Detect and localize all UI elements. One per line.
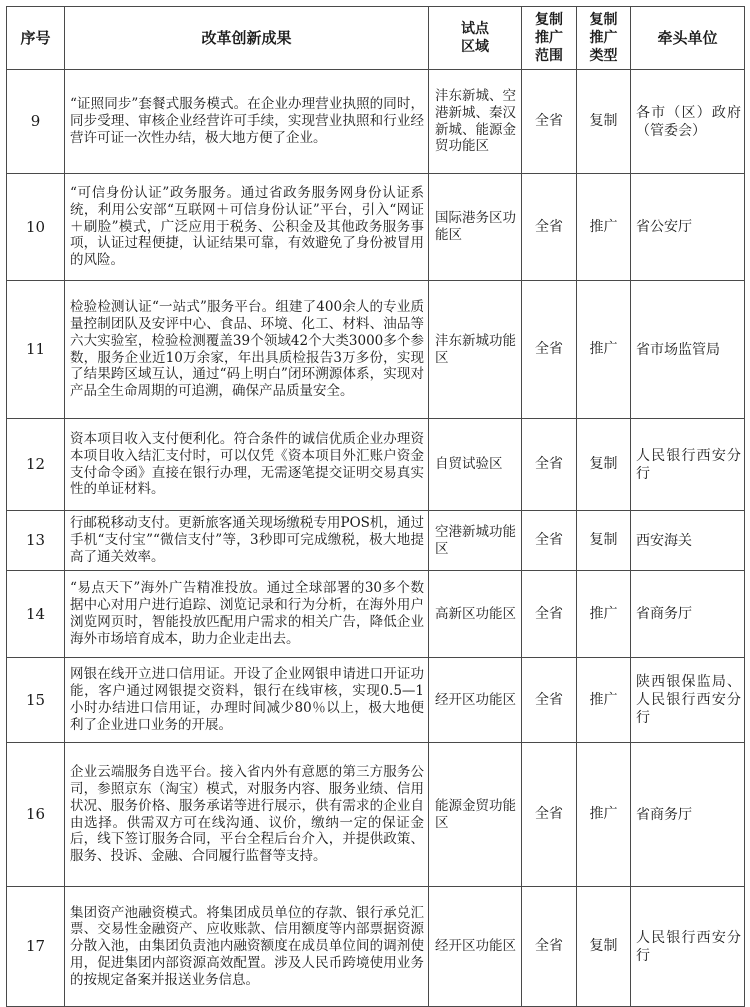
lead-unit-cell: 省商务厅 <box>631 743 745 887</box>
header-type-text: 复制 推广 类型 <box>589 12 618 64</box>
row-number: 11 <box>7 281 65 419</box>
table-row <box>7 281 745 419</box>
promotion-type-cell: 复制 <box>577 887 631 1007</box>
header-area <box>429 7 522 70</box>
promotion-scope-cell: 全省 <box>522 658 577 743</box>
promotion-scope-cell: 全省 <box>522 174 577 281</box>
header-scope <box>522 7 577 70</box>
pilot-area-cell: 空港新城功能区 <box>429 511 522 571</box>
reform-result-cell: 企业云端服务自选平台。接入省内外有意愿的第三方服务公司，参照京东（淘宝）模式，对服务内容、服务业绩、信用状况、服务价格、服务承诺等进行展示，供有需求的企业自由选择。供需双方可在线沟通、议价，缴纳一定的保证金后，线下签订服务合同，平台全程后台介入，并提供政策、服务、投诉、金融、合同履行监督等支持。 <box>65 743 429 887</box>
promotion-type-cell: 推广 <box>577 281 631 419</box>
promotion-scope-cell: 全省 <box>522 281 577 419</box>
promotion-scope-cell: 全省 <box>522 743 577 887</box>
header-result: 改革创新成果 <box>65 7 429 70</box>
reform-result-cell: 资本项目收入支付便利化。符合条件的诚信优质企业办理资本项目收入结汇支付时，可以仅凭《资本项目外汇账户资金支付命令函》直接在银行办理，无需逐笔提交证明交易真实性的单证材料。 <box>65 419 429 511</box>
lead-unit-cell: 人民银行西安分行 <box>631 887 745 1007</box>
lead-unit-cell: 省商务厅 <box>631 571 745 658</box>
lead-unit-cell: 省市场监管局 <box>631 281 745 419</box>
reform-result-cell: “可信身份认证”政务服务。通过省政务服务网身份认证系统，利用公安部“互联网＋可信身份认证”平台，引入“网证＋刷脸”模式，广泛应用于税务、公积金及其他政务服务事项，认证过程便捷，认证结果可靠，有效避免了身份被冒用的风险。 <box>65 174 429 281</box>
row-number: 9 <box>7 70 65 174</box>
promotion-scope-cell: 全省 <box>522 887 577 1007</box>
promotion-type-cell: 复制 <box>577 511 631 571</box>
lead-unit-cell: 省公安厅 <box>631 174 745 281</box>
reform-results-table <box>6 6 745 1007</box>
promotion-type-cell: 复制 <box>577 419 631 511</box>
pilot-area-cell: 沣东新城、空港新城、秦汉新城、能源金贸功能区 <box>429 70 522 174</box>
row-number: 14 <box>7 571 65 658</box>
promotion-type-cell: 推广 <box>577 571 631 658</box>
promotion-type-cell: 推广 <box>577 743 631 887</box>
header-lead: 牵头单位 <box>631 7 745 70</box>
reform-result-cell: 网银在线开立进口信用证。开设了企业网银申请进口开证功能，客户通过网银提交资料，银行在线审核，实现0.5—1小时办结进口信用证，办理时间减少80％以上，极大地便利了企业进口业务的开展。 <box>65 658 429 743</box>
document-page <box>6 6 744 1007</box>
table-row <box>7 571 745 658</box>
pilot-area-cell: 高新区功能区 <box>429 571 522 658</box>
pilot-area-cell: 经开区功能区 <box>429 658 522 743</box>
pilot-area-cell: 能源金贸功能区 <box>429 743 522 887</box>
reform-result-cell: “证照同步”套餐式服务模式。在企业办理营业执照的同时，同步受理、审核企业经营许可手续，实现营业执照和行业经营许可证一次性办结，极大地方便了企业。 <box>65 70 429 174</box>
promotion-type-cell: 推广 <box>577 658 631 743</box>
row-number: 16 <box>7 743 65 887</box>
reform-result-cell: 行邮税移动支付。更新旅客通关现场缴税专用POS机，通过手机“支付宝”“微信支付”等，3秒即可完成缴税，极大地提高了通关效率。 <box>65 511 429 571</box>
pilot-area-cell: 经开区功能区 <box>429 887 522 1007</box>
pilot-area-cell: 自贸试验区 <box>429 419 522 511</box>
table-row <box>7 70 745 174</box>
promotion-type-cell: 推广 <box>577 174 631 281</box>
pilot-area-cell: 沣东新城功能区 <box>429 281 522 419</box>
lead-unit-cell: 陕西银保监局、人民银行西安分行 <box>631 658 745 743</box>
promotion-scope-cell: 全省 <box>522 511 577 571</box>
lead-unit-cell: 西安海关 <box>631 511 745 571</box>
row-number: 17 <box>7 887 65 1007</box>
header-area-text: 试点 区域 <box>461 21 489 55</box>
reform-result-cell: 集团资产池融资模式。将集团成员单位的存款、银行承兑汇票、交易性金融资产、应收账款、信用额度等内部票据资源分散入池，由集团负责池内融资额度在成员单位间的调剂使用，促进集团内部资源高效配置。涉及人民币跨境使用业务的按规定备案并报送业务信息。 <box>65 887 429 1007</box>
header-type <box>577 7 631 70</box>
table-row <box>7 887 745 1007</box>
reform-result-cell: “易点天下”海外广告精准投放。通过全球部署的30多个数据中心对用户进行追踪、浏览记录和行为分析，在海外用户浏览网页时，智能投放匹配用户需求的相关广告，降低企业海外市场培育成本，助力企业走出去。 <box>65 571 429 658</box>
header-scope-text: 复制 推广 范围 <box>535 12 563 64</box>
table-row <box>7 511 745 571</box>
lead-unit-cell: 各市（区）政府（管委会） <box>631 70 745 174</box>
row-number: 12 <box>7 419 65 511</box>
table-row <box>7 174 745 281</box>
table-row <box>7 419 745 511</box>
promotion-scope-cell: 全省 <box>522 571 577 658</box>
lead-unit-cell: 人民银行西安分行 <box>631 419 745 511</box>
header-row <box>7 7 745 70</box>
promotion-scope-cell: 全省 <box>522 70 577 174</box>
reform-result-cell: 检验检测认证“一站式”服务平台。组建了400余人的专业质量控制团队及安评中心、食品、环境、化工、材料、油品等六大实验室，检验检测覆盖39个领域42个大类3000多个参数，服务企业近10万余家，年出具质检报告3万多份，实现了结果跨区域互认，通过“码上明白”闭环溯源体系，实现对产品全生命周期的可追溯，确保产品质量安全。 <box>65 281 429 419</box>
row-number: 13 <box>7 511 65 571</box>
row-number: 15 <box>7 658 65 743</box>
header-no: 序号 <box>7 7 65 70</box>
pilot-area-cell: 国际港务区功能区 <box>429 174 522 281</box>
row-number: 10 <box>7 174 65 281</box>
promotion-scope-cell: 全省 <box>522 419 577 511</box>
promotion-type-cell: 复制 <box>577 70 631 174</box>
table-row <box>7 743 745 887</box>
table-row <box>7 658 745 743</box>
